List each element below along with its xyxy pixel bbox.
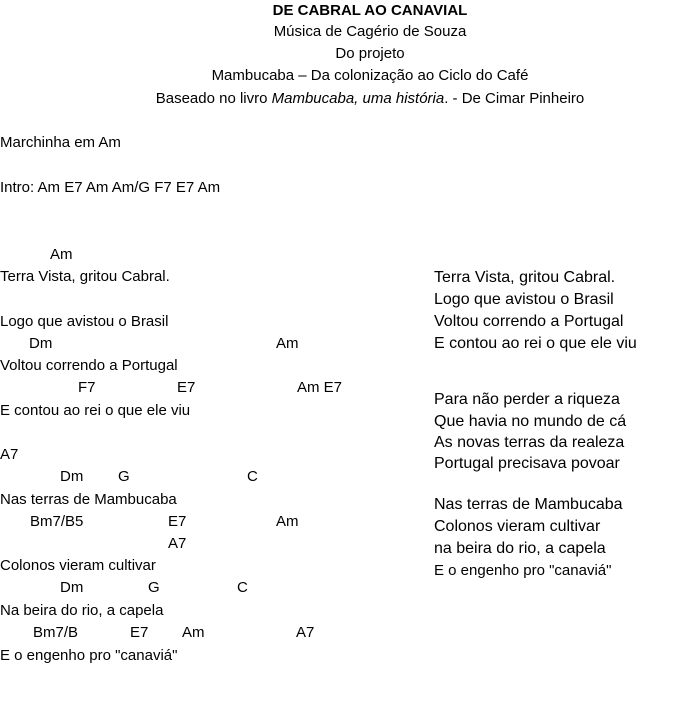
verse-3-line: Colonos vieram cultivar xyxy=(434,518,601,535)
lyric-line: Voltou correndo a Portugal xyxy=(0,357,178,374)
chord: C xyxy=(247,468,258,485)
chord: Am xyxy=(276,513,299,530)
project-label: Do projeto xyxy=(335,45,405,62)
verse-2-line: Portugal precisava povoar xyxy=(434,455,620,472)
project-name: Mambucaba – Da colonização ao Ciclo do Café xyxy=(211,67,529,84)
lyric-line: Colonos vieram cultivar xyxy=(0,557,156,574)
chord: Am xyxy=(182,624,205,641)
lyric-line: E o engenho pro "canaviá" xyxy=(0,647,178,664)
verse-1-line: E contou ao rei o que ele viu xyxy=(434,335,637,352)
intro-line: Intro: Am E7 Am Am/G F7 E7 Am xyxy=(0,179,221,196)
song-title: DE CABRAL AO CANAVIAL xyxy=(272,2,468,19)
chord: Bm7/B5 xyxy=(30,513,84,530)
chord: Bm7/B xyxy=(33,624,79,641)
based-prefix: Baseado no livro xyxy=(155,90,272,107)
chord: Am xyxy=(276,335,299,352)
chord: C xyxy=(237,579,248,596)
verse-2-line: Que havia no mundo de cá xyxy=(434,413,627,430)
verse-2-line: As novas terras da realeza xyxy=(434,434,625,451)
verse-3-line: Nas terras de Mambucaba xyxy=(434,496,623,513)
chord: Dm xyxy=(60,468,84,485)
chord: A7 xyxy=(168,535,187,552)
based-suffix: . - De Cimar Pinheiro xyxy=(444,90,585,107)
verse-2-line: Para não perder a riqueza xyxy=(434,391,620,408)
chord: Dm xyxy=(29,335,53,352)
composer-line: Música de Cagério de Souza xyxy=(273,23,467,40)
chord: A7 xyxy=(296,624,315,641)
lyric-line: Na beira do rio, a capela xyxy=(0,602,164,619)
verse-1-line: Logo que avistou o Brasil xyxy=(434,291,614,308)
chord: F7 xyxy=(78,379,96,396)
chord: Dm xyxy=(60,579,84,596)
chord: E7 xyxy=(130,624,149,641)
key-line: Marchinha em Am xyxy=(0,134,121,151)
chord: G xyxy=(148,579,160,596)
lyric-line: E contou ao rei o que ele viu xyxy=(0,402,191,419)
verse-1-line: Terra Vista, gritou Cabral. xyxy=(434,269,616,286)
lyric-line: Nas terras de Mambucaba xyxy=(0,491,177,508)
chord: E7 xyxy=(168,513,187,530)
lyric-line: Terra Vista, gritou Cabral. xyxy=(0,268,170,285)
chord: G xyxy=(118,468,130,485)
chord: E7 xyxy=(177,379,196,396)
verse-1-line: Voltou correndo a Portugal xyxy=(434,313,624,330)
based-on-line xyxy=(0,88,693,110)
verse-3-line: na beira do rio, a capela xyxy=(434,540,606,557)
chord: A7 xyxy=(0,446,19,463)
book-title: Mambucaba, uma história xyxy=(271,90,445,107)
chord: Am E7 xyxy=(297,379,343,396)
chord: Am xyxy=(50,246,73,263)
verse-3-line: E o engenho pro "canaviá" xyxy=(434,562,612,579)
lyric-line: Logo que avistou o Brasil xyxy=(0,313,169,330)
